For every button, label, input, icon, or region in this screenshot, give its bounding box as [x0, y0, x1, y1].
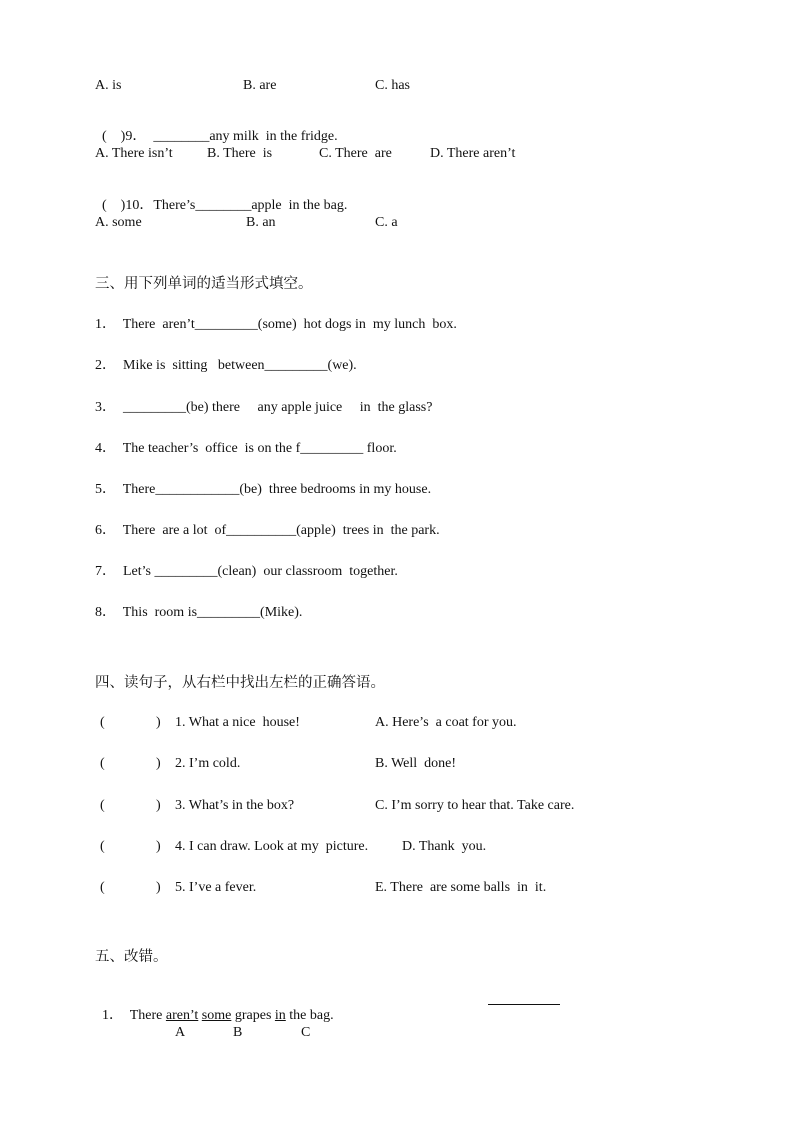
- answer-paren-open[interactable]: (: [100, 798, 105, 813]
- answer-blank[interactable]: [488, 1004, 560, 1005]
- left-sentence: 5. I’ve a fever.: [175, 880, 257, 895]
- left-sentence: 1. What a nice house!: [175, 715, 300, 730]
- answer-paren-open[interactable]: (: [100, 756, 105, 771]
- answer-paren[interactable]: ( ): [102, 198, 126, 213]
- list-item: [95, 440, 397, 458]
- list-item: [95, 316, 457, 334]
- question-text: apple in the bag.: [251, 198, 348, 213]
- item-text[interactable]: There aren’t_________(some) hot dogs in my lunch box.: [122, 317, 457, 332]
- q9-option-a: A. There isn’t: [95, 146, 173, 161]
- answer-paren-close: ): [156, 880, 161, 895]
- list-item: [95, 604, 302, 622]
- label-a: A: [175, 1025, 186, 1040]
- item-number: 3．: [95, 400, 116, 415]
- q9-option-c: C. There are: [319, 146, 392, 161]
- fill-blank[interactable]: ________: [195, 198, 252, 213]
- item-text[interactable]: There are a lot of__________(apple) trees in the park.: [122, 523, 440, 538]
- word: grapes: [234, 1008, 272, 1023]
- right-answer: D. Thank you.: [402, 839, 487, 854]
- q8-option-a: A. is: [95, 78, 122, 93]
- question-10: [95, 179, 347, 215]
- item-text[interactable]: The teacher’s office is on the f_________ floor.: [122, 441, 397, 456]
- section-4-heading: 四、读句子，从右栏中找出左栏的正确答语。: [95, 675, 385, 691]
- item-number: 6．: [95, 523, 116, 538]
- correction-item-1: [95, 989, 334, 1025]
- item-text[interactable]: _________(be) there any apple juice in the glass?: [123, 400, 433, 415]
- q8-option-b: B. are: [243, 78, 277, 93]
- fill-blank[interactable]: ________: [153, 129, 210, 144]
- left-sentence: 3. What’s in the box?: [175, 798, 295, 813]
- underlined-word-b: some: [201, 1008, 232, 1023]
- list-item: [95, 399, 432, 417]
- q10-option-b: B. an: [246, 215, 276, 230]
- right-answer: E. There are some balls in it.: [375, 880, 547, 895]
- question-number: 10．: [125, 198, 154, 213]
- q8-option-c: C. has: [375, 78, 410, 93]
- question-number: 9．: [125, 129, 147, 144]
- label-b: B: [233, 1025, 243, 1040]
- q9-option-d: D. There aren’t: [430, 146, 516, 161]
- list-item: [95, 563, 398, 581]
- item-number: 1．: [95, 317, 116, 332]
- answer-paren-open[interactable]: (: [100, 715, 105, 730]
- answer-paren-close: ): [156, 798, 161, 813]
- section-3-heading: 三、用下列单词的适当形式填空。: [95, 276, 313, 292]
- item-number: 4．: [95, 441, 116, 456]
- answer-paren-close: ): [156, 715, 161, 730]
- answer-paren-open[interactable]: (: [100, 880, 105, 895]
- q10-option-a: A. some: [95, 215, 142, 230]
- item-number: 7．: [95, 564, 116, 579]
- item-text[interactable]: This room is_________(Mike).: [122, 605, 303, 620]
- item-number: 2．: [95, 358, 116, 373]
- item-text[interactable]: Mike is sitting between_________(we).: [123, 358, 357, 373]
- list-item: [95, 522, 440, 540]
- word: the bag.: [289, 1008, 334, 1023]
- right-answer: C. I’m sorry to hear that. Take care.: [375, 798, 575, 813]
- answer-paren-open[interactable]: (: [100, 839, 105, 854]
- list-item: [95, 357, 357, 375]
- right-answer: A. Here’s a coat for you.: [375, 715, 517, 730]
- label-c: C: [301, 1025, 311, 1040]
- section-5-heading: 五、改错。: [95, 949, 168, 965]
- word: There: [129, 1008, 163, 1023]
- question-lead: There’s: [153, 198, 196, 213]
- underlined-word-a: aren’t: [165, 1008, 199, 1023]
- item-number: 5．: [95, 482, 116, 497]
- item-text[interactable]: Let’s _________(clean) our classroom together.: [123, 564, 398, 579]
- q10-option-c: C. a: [375, 215, 398, 230]
- q9-option-b: B. There is: [207, 146, 273, 161]
- item-number: 8．: [95, 605, 116, 620]
- question-9: [95, 110, 338, 146]
- answer-paren-close: ): [156, 839, 161, 854]
- list-item: [95, 481, 431, 499]
- left-sentence: 4. I can draw. Look at my picture.: [175, 839, 369, 854]
- item-number: 1．: [102, 1008, 123, 1023]
- right-answer: B. Well done!: [375, 756, 457, 771]
- answer-paren[interactable]: ( ): [102, 129, 126, 144]
- item-text[interactable]: There____________(be) three bedrooms in my house.: [122, 482, 432, 497]
- left-sentence: 2. I’m cold.: [175, 756, 241, 771]
- answer-paren-close: ): [156, 756, 161, 771]
- underlined-word-c: in: [274, 1008, 286, 1023]
- question-text: any milk in the fridge.: [209, 129, 338, 144]
